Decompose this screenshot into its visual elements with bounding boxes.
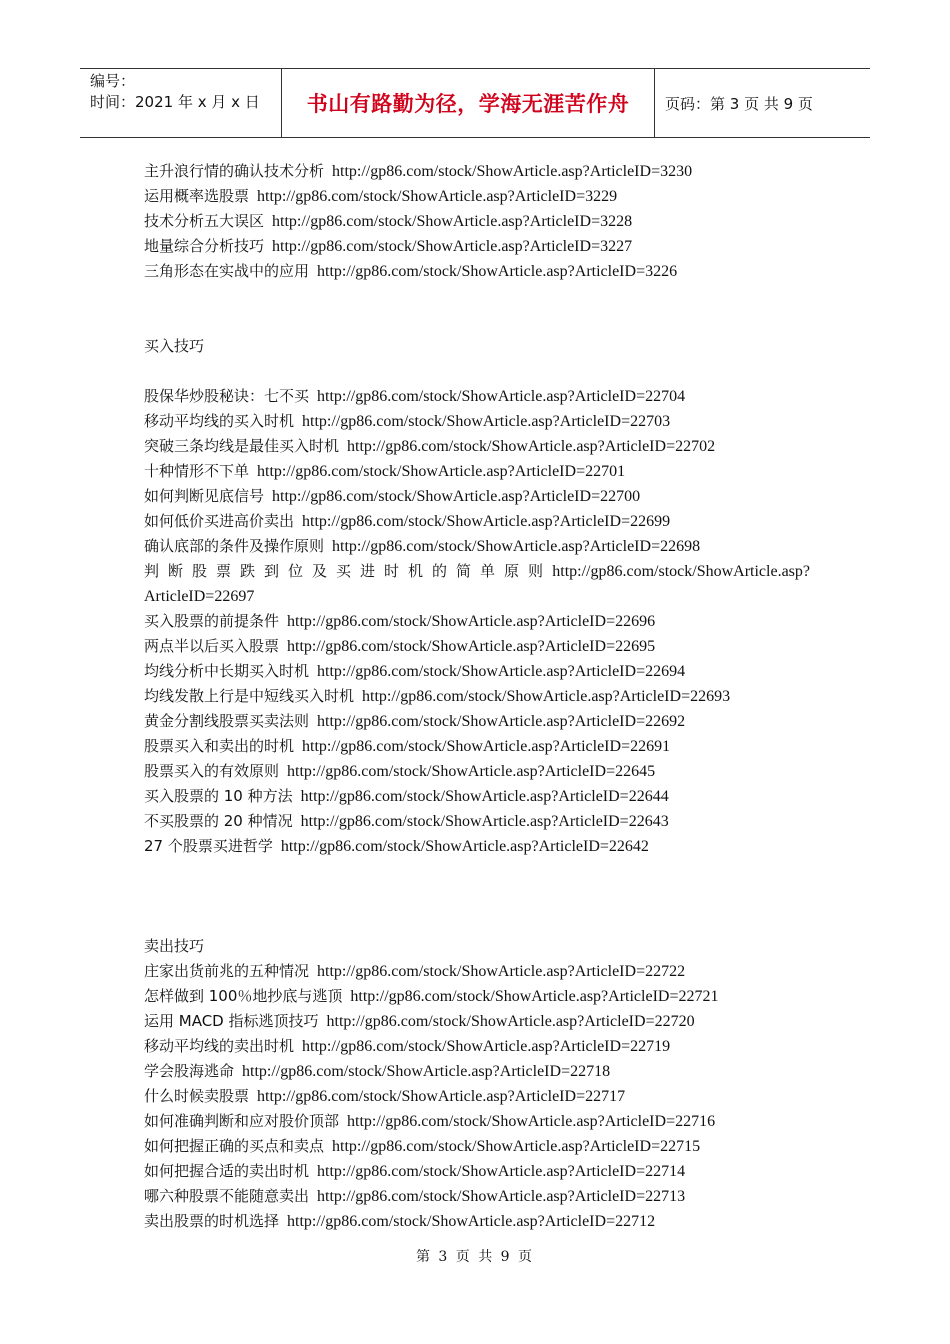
- article-title: 移动平均线的买入时机: [144, 412, 295, 430]
- article-link[interactable]: http://gp86.com/stock/ShowArticle.asp?ArticleID=22717: [257, 1088, 626, 1105]
- article-link[interactable]: http://gp86.com/stock/ShowArticle.asp?ArticleID=22718: [242, 1063, 611, 1080]
- article-title: 均线发散上行是中短线买入时机: [144, 687, 355, 705]
- article-title: 如何把握正确的买点和卖点: [144, 1137, 325, 1155]
- list-item: [144, 1059, 810, 1084]
- article-title: 股票买入和卖出的时机: [144, 737, 295, 755]
- article-link[interactable]: http://gp86.com/stock/ShowArticle.asp?: [552, 563, 810, 580]
- article-link[interactable]: http://gp86.com/stock/ShowArticle.asp?ArticleID=3226: [317, 263, 678, 280]
- list-item: [144, 1209, 810, 1234]
- article-title: 移动平均线的卖出时机: [144, 1037, 295, 1055]
- article-title: 十种情形不下单: [144, 462, 250, 480]
- article-link[interactable]: http://gp86.com/stock/ShowArticle.asp?ArticleID=22704: [317, 388, 686, 405]
- list-item: [144, 459, 810, 484]
- article-link[interactable]: http://gp86.com/stock/ShowArticle.asp?ArticleID=22693: [362, 688, 731, 705]
- list-item: [144, 259, 810, 284]
- article-link[interactable]: http://gp86.com/stock/ShowArticle.asp?ArticleID=3228: [272, 213, 633, 230]
- article-link[interactable]: http://gp86.com/stock/ShowArticle.asp?ArticleID=22695: [287, 638, 656, 655]
- article-title: 确认底部的条件及操作原则: [144, 537, 325, 555]
- page-header: [80, 68, 870, 138]
- article-title: 三角形态在实战中的应用: [144, 262, 310, 280]
- list-item: [144, 784, 810, 809]
- article-link[interactable]: http://gp86.com/stock/ShowArticle.asp?ArticleID=22702: [347, 438, 716, 455]
- article-link[interactable]: http://gp86.com/stock/ShowArticle.asp?ArticleID=22698: [332, 538, 701, 555]
- article-title: 突破三条均线是最佳买入时机: [144, 437, 340, 455]
- buy-section-heading: 买入技巧: [144, 337, 205, 355]
- article-link[interactable]: http://gp86.com/stock/ShowArticle.asp?ArticleID=3230: [332, 163, 693, 180]
- article-link[interactable]: http://gp86.com/stock/ShowArticle.asp?ArticleID=22645: [287, 763, 656, 780]
- article-link[interactable]: http://gp86.com/stock/ShowArticle.asp?ArticleID=22694: [317, 663, 686, 680]
- list-item: [144, 534, 810, 559]
- article-link[interactable]: http://gp86.com/stock/ShowArticle.asp?ArticleID=22691: [302, 738, 671, 755]
- article-link[interactable]: http://gp86.com/stock/ShowArticle.asp?ArticleID=22643: [300, 813, 669, 830]
- list-item: [144, 1134, 810, 1159]
- date-label: 时间：2021 年 x 月 x 日: [90, 93, 260, 111]
- article-title: 股票买入的有效原则: [144, 762, 280, 780]
- list-item: [144, 1009, 810, 1034]
- article-title: 如何把握合适的卖出时机: [144, 1162, 310, 1180]
- article-link[interactable]: http://gp86.com/stock/ShowArticle.asp?ArticleID=22721: [350, 988, 719, 1005]
- article-link[interactable]: http://gp86.com/stock/ShowArticle.asp?ArticleID=3229: [257, 188, 618, 205]
- article-title: 两点半以后买入股票: [144, 637, 280, 655]
- list-item: [144, 734, 810, 759]
- list-item: [144, 384, 810, 409]
- article-link[interactable]: http://gp86.com/stock/ShowArticle.asp?ArticleID=3227: [272, 238, 633, 255]
- document-body: [144, 159, 810, 1234]
- article-link[interactable]: http://gp86.com/stock/ShowArticle.asp?ArticleID=22703: [302, 413, 671, 430]
- article-title: 怎样做到 100％地抄底与逃顶: [144, 987, 343, 1005]
- page-footer: 第 3 页 共 9 页: [415, 1249, 535, 1265]
- list-item: [144, 609, 810, 634]
- article-link[interactable]: http://gp86.com/stock/ShowArticle.asp?ArticleID=22712: [287, 1213, 656, 1230]
- article-title: 如何准确判断和应对股价顶部: [144, 1112, 340, 1130]
- article-title: 卖出股票的时机选择: [144, 1212, 280, 1230]
- header-meta: [80, 69, 282, 137]
- article-title: 主升浪行情的确认技术分析: [144, 162, 325, 180]
- article-title: 哪六种股票不能随意卖出: [144, 1187, 310, 1205]
- article-title: 技术分析五大误区: [144, 212, 265, 230]
- article-link[interactable]: http://gp86.com/stock/ShowArticle.asp?ArticleID=22722: [317, 963, 686, 980]
- list-item: [144, 634, 810, 659]
- article-link[interactable]: http://gp86.com/stock/ShowArticle.asp?ArticleID=22644: [300, 788, 669, 805]
- article-title: 地量综合分析技巧: [144, 237, 265, 255]
- article-link[interactable]: http://gp86.com/stock/ShowArticle.asp?ArticleID=22715: [332, 1138, 701, 1155]
- list-item: [144, 209, 810, 234]
- list-item: [144, 984, 810, 1009]
- article-link[interactable]: http://gp86.com/stock/ShowArticle.asp?ArticleID=22642: [280, 838, 649, 855]
- list-item: [144, 484, 810, 509]
- article-title: 股保华炒股秘诀：七不买: [144, 387, 310, 405]
- article-link[interactable]: http://gp86.com/stock/ShowArticle.asp?ArticleID=22696: [287, 613, 656, 630]
- header-page-info: 页码：第 3 页 共 9 页: [665, 94, 813, 113]
- article-title: 不买股票的 20 种情况: [144, 812, 293, 830]
- list-item: [144, 1109, 810, 1134]
- buy-list: [144, 384, 810, 559]
- article-link[interactable]: http://gp86.com/stock/ShowArticle.asp?ArticleID=22692: [317, 713, 686, 730]
- list-item: [144, 759, 810, 784]
- number-label: 编号：: [90, 72, 136, 90]
- article-title: 黄金分割线股票买卖法则: [144, 712, 310, 730]
- list-item: [144, 1159, 810, 1184]
- article-link[interactable]: http://gp86.com/stock/ShowArticle.asp?ArticleID=22701: [257, 463, 626, 480]
- article-title: 判断股票跌到位及买进时机的简单原则: [144, 562, 553, 580]
- article-title: 庄家出货前兆的五种情况: [144, 962, 310, 980]
- list-item: [144, 184, 810, 209]
- article-link[interactable]: http://gp86.com/stock/ShowArticle.asp?ArticleID=22720: [326, 1013, 695, 1030]
- article-title: 如何低价买进高价卖出: [144, 512, 295, 530]
- list-item: [144, 684, 810, 709]
- article-title: 买入股票的前提条件: [144, 612, 280, 630]
- buy-list-continued: [144, 609, 810, 859]
- sell-list: [144, 959, 810, 1234]
- list-item: [144, 1184, 810, 1209]
- list-item: [144, 834, 810, 859]
- article-title: 什么时候卖股票: [144, 1087, 250, 1105]
- article-title: 如何判断见底信号: [144, 487, 265, 505]
- list-item: [144, 659, 810, 684]
- article-title: 运用概率选股票: [144, 187, 250, 205]
- article-title: 27 个股票买进哲学: [144, 837, 273, 855]
- list-item: [144, 409, 810, 434]
- article-link[interactable]: http://gp86.com/stock/ShowArticle.asp?ArticleID=22714: [317, 1163, 686, 1180]
- sell-section-heading: 卖出技巧: [144, 937, 205, 955]
- intro-list: [144, 159, 810, 284]
- article-title: 买入股票的 10 种方法: [144, 787, 293, 805]
- list-item: [144, 234, 810, 259]
- list-item: [144, 959, 810, 984]
- list-item: [144, 709, 810, 734]
- header-motto: 书山有路勤为径，学海无涯苦作舟: [282, 69, 655, 137]
- article-title: 运用 MACD 指标逃顶技巧: [144, 1012, 319, 1030]
- article-link[interactable]: http://gp86.com/stock/ShowArticle.asp?ArticleID=22716: [347, 1113, 716, 1130]
- article-link[interactable]: http://gp86.com/stock/ShowArticle.asp?ArticleID=22713: [317, 1188, 686, 1205]
- list-item: [144, 559, 810, 584]
- article-link[interactable]: http://gp86.com/stock/ShowArticle.asp?ArticleID=22700: [272, 488, 641, 505]
- list-item: [144, 159, 810, 184]
- list-item: [144, 1084, 810, 1109]
- list-item: [144, 1034, 810, 1059]
- article-title: 均线分析中长期买入时机: [144, 662, 310, 680]
- list-item: [144, 434, 810, 459]
- article-link[interactable]: http://gp86.com/stock/ShowArticle.asp?ArticleID=22719: [302, 1038, 671, 1055]
- article-title: 学会股海逃命: [144, 1062, 235, 1080]
- link-continuation[interactable]: ArticleID=22697: [144, 588, 255, 605]
- list-item: [144, 809, 810, 834]
- list-item: [144, 509, 810, 534]
- article-link[interactable]: http://gp86.com/stock/ShowArticle.asp?ArticleID=22699: [302, 513, 671, 530]
